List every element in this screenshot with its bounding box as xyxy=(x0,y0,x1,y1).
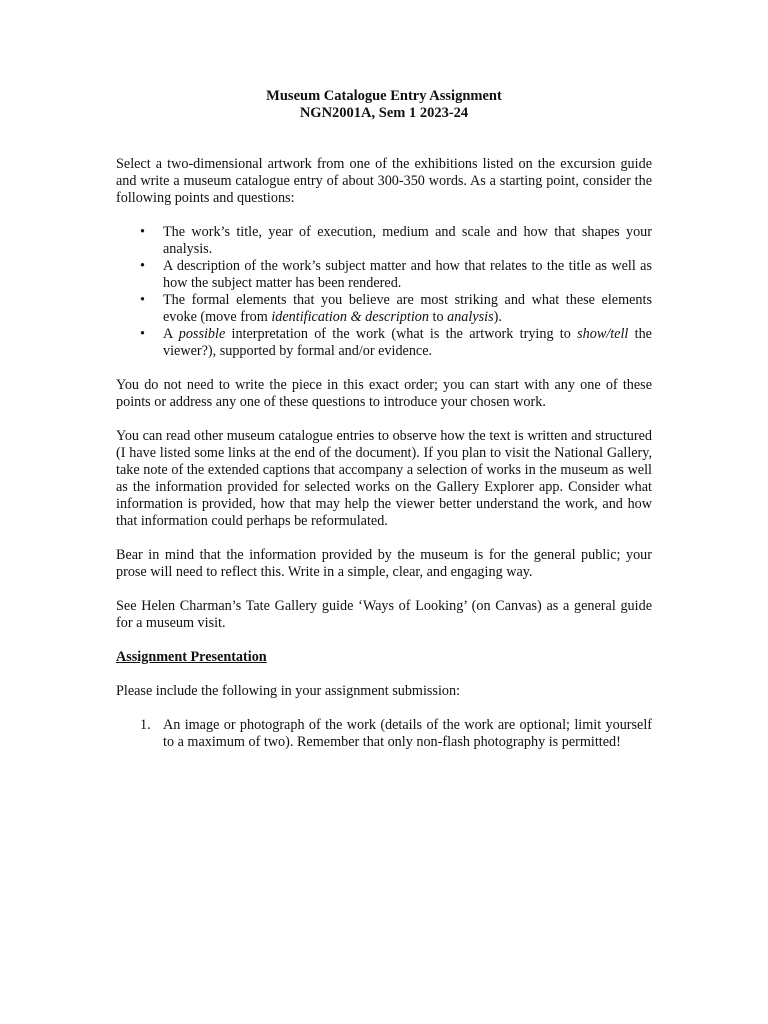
bullet-icon: • xyxy=(140,258,145,274)
bullet-icon: • xyxy=(140,224,145,240)
order-paragraph: You do not need to write the piece in this exact order; you can start with any one of these points or address any one of these questions to introduce your chosen work. xyxy=(116,377,652,410)
intro-paragraph: Select a two-dimensional artwork from one of the exhibitions listed on the excursion guide and write a museum catalogue entry of about 300-350 words. As a starting point, consider the following points and questions: xyxy=(116,156,652,206)
list-item-text: ). xyxy=(493,309,502,325)
list-item xyxy=(116,326,652,360)
list-item xyxy=(116,717,652,751)
list-item xyxy=(116,224,652,258)
guide-paragraph: See Helen Charman’s Tate Gallery guide ‘Ways of Looking’ (on Canvas) as a general guide for a museum visit. xyxy=(116,598,652,631)
bullet-icon: • xyxy=(140,292,145,308)
reading-paragraph: You can read other museum catalogue entries to observe how the text is written and structured (I have listed some links at the end of the document). If you plan to visit the National Gallery, take note of the extended captions that accompany a selection of works in the museum as well as the information provided for selected works on the Gallery Explorer app. Consider what information is provided, how that may help the viewer better understand the work, and how that information could perhaps be reformulated. xyxy=(116,428,652,529)
title-line-1: Museum Catalogue Entry Assignment xyxy=(266,88,502,104)
points-list xyxy=(116,224,652,360)
list-item-text: The formal elements that you believe are most striking and what these elements evoke (move from xyxy=(163,292,652,325)
list-number: 1. xyxy=(140,717,151,733)
requirements-list xyxy=(116,717,652,751)
section-heading-presentation: Assignment Presentation xyxy=(116,649,267,665)
list-item-text: the viewer?), supported by formal and/or evidence. xyxy=(163,326,652,359)
emphasis-text: show/tell xyxy=(577,326,629,342)
emphasis-text: analysis xyxy=(447,309,494,325)
list-item xyxy=(116,292,652,326)
list-item-text: interpretation of the work (what is the artwork trying to xyxy=(225,326,578,342)
bullet-icon: • xyxy=(140,326,145,342)
audience-paragraph: Bear in mind that the information provided by the museum is for the general public; your prose will need to reflect this. Write in a simple, clear, and engaging way. xyxy=(116,547,652,580)
list-item-text: The work’s title, year of execution, medium and scale and how that shapes your analysis. xyxy=(163,224,652,257)
list-item-text: An image or photograph of the work (details of the work are optional; limit yourself to a maximum of two). Remember that only non-flash photography is permitted! xyxy=(163,717,652,750)
emphasis-text: identification & description xyxy=(271,309,429,325)
include-paragraph: Please include the following in your assignment submission: xyxy=(116,683,461,699)
list-item-text: A xyxy=(163,326,179,342)
emphasis-text: possible xyxy=(178,326,226,342)
list-item-text: A description of the work’s subject matter and how that relates to the title as well as how the subject matter has been rendered. xyxy=(163,258,652,291)
list-item xyxy=(116,258,652,292)
list-item-text: to xyxy=(428,309,448,325)
title-line-2: NGN2001A, Sem 1 2023-24 xyxy=(299,105,469,121)
document-title xyxy=(116,88,652,122)
